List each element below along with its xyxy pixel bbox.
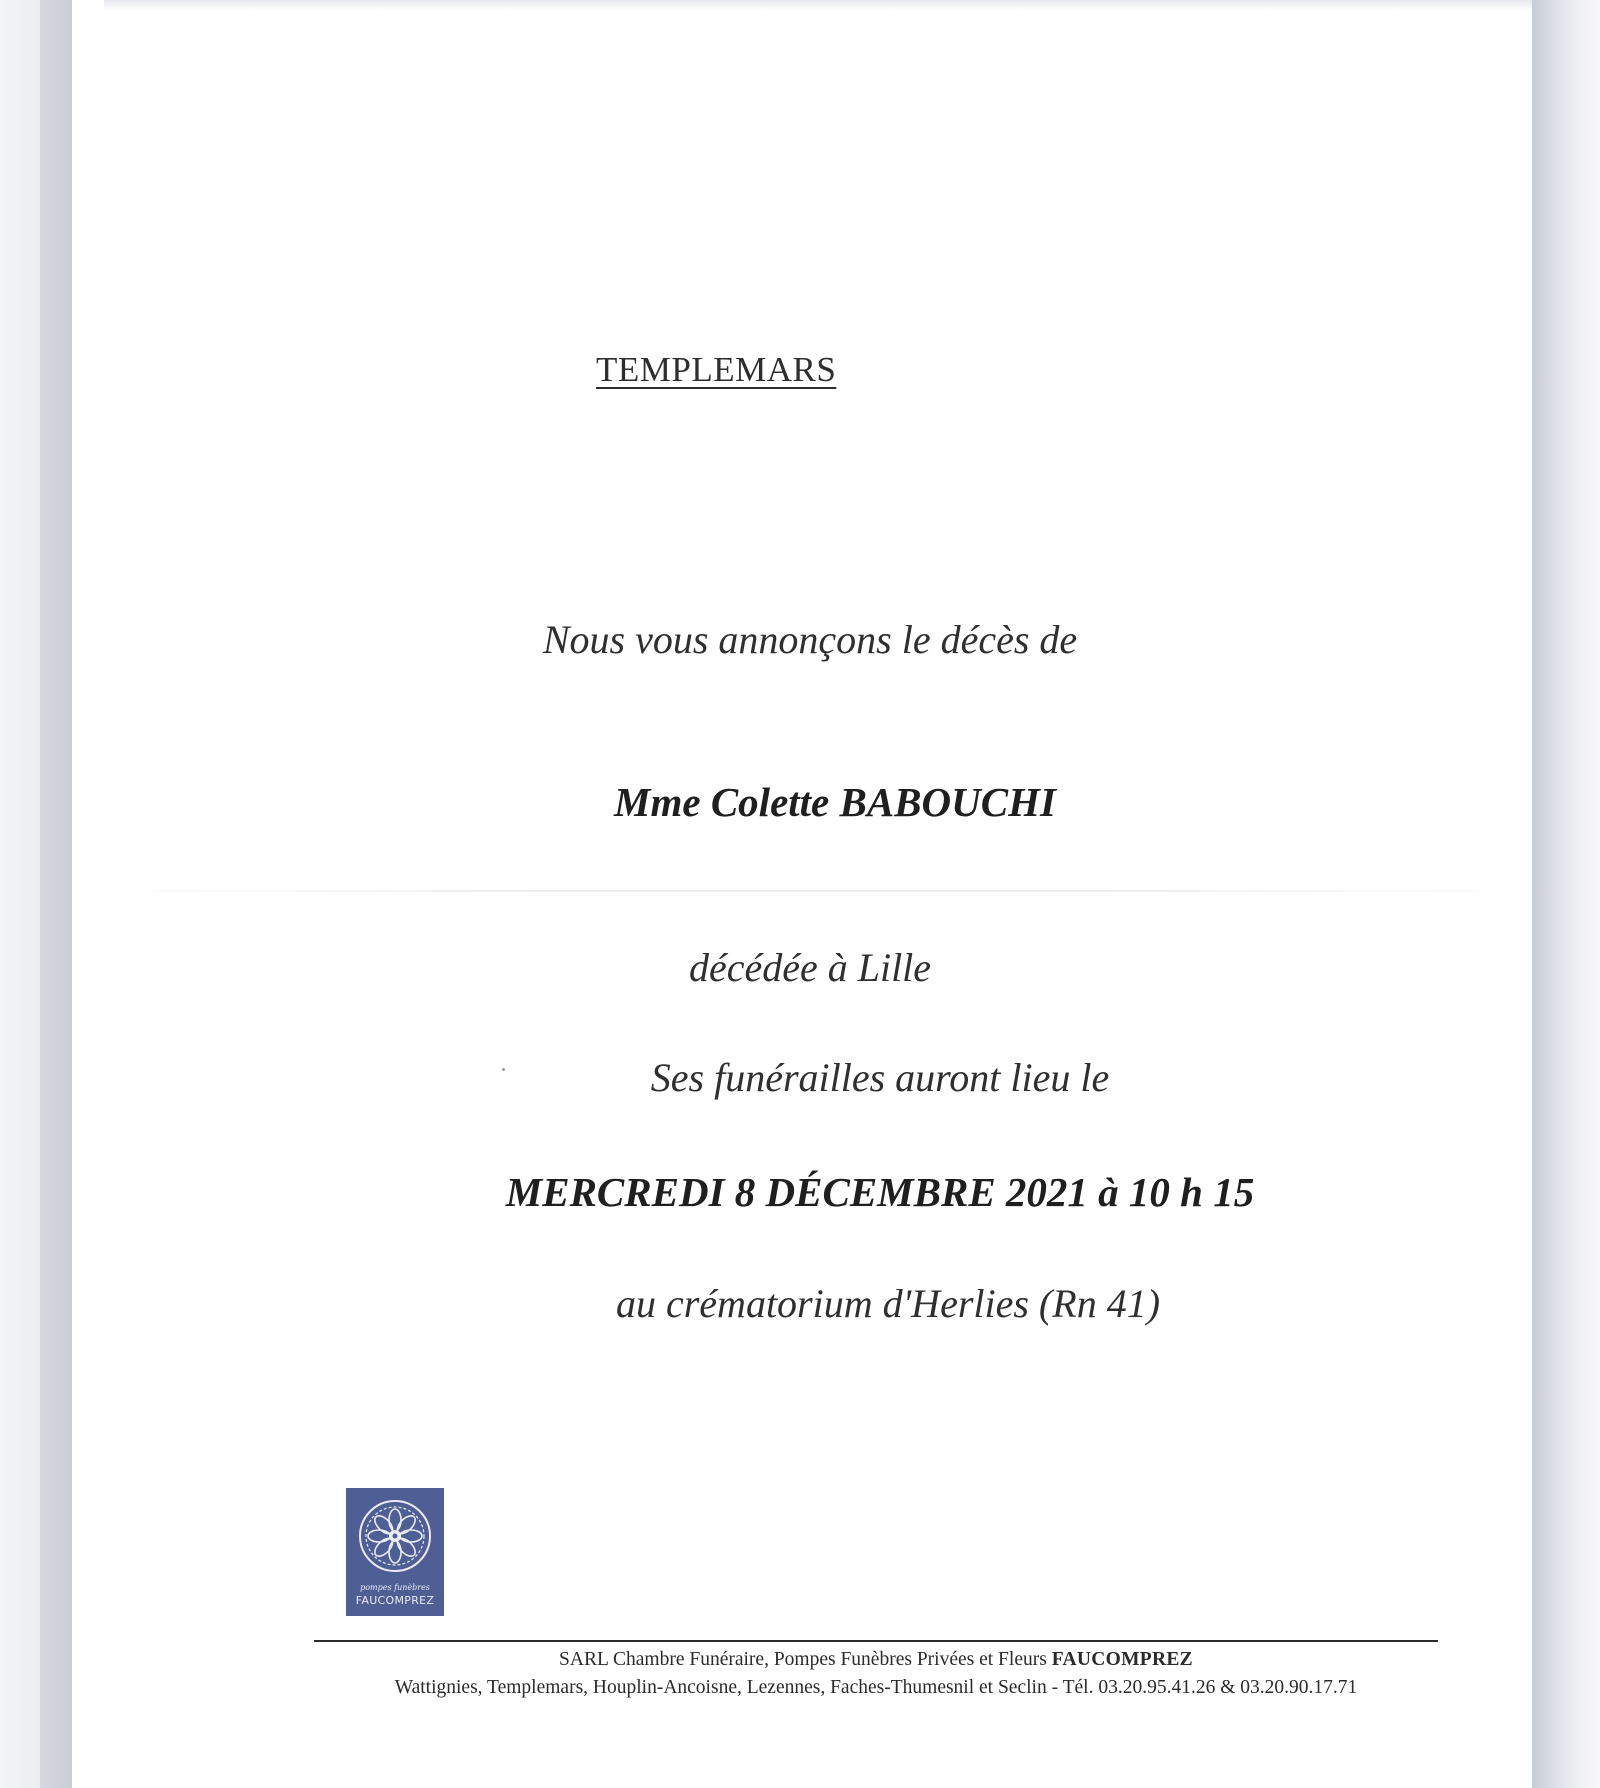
deceased-name: Mme Colette BABOUCHI xyxy=(614,779,1056,825)
death-place: décédée à Lille xyxy=(688,945,932,990)
footer-company-line xyxy=(314,1649,1438,1671)
footer-company-brand: FAUCOMPREZ xyxy=(1051,1649,1193,1670)
scan-border-right xyxy=(1532,0,1600,1788)
logo-name: FAUCOMPREZ xyxy=(355,1594,435,1607)
paper-fold-crease xyxy=(104,890,1532,892)
footer-company-prefix: SARL Chambre Funéraire, Pompes Funèbres Privées et Fleurs xyxy=(559,1649,1047,1670)
flower-rosette-icon xyxy=(355,1496,435,1576)
announcement-intro: Nous vous annonçons le décès de xyxy=(542,617,1078,662)
logo-tagline: pompes funèbres xyxy=(360,1583,430,1592)
funeral-location: au crématorium d'Herlies (Rn 41) xyxy=(615,1281,1161,1326)
scan-border-left xyxy=(0,0,72,1788)
footer-locations-contact: Wattignies, Templemars, Houplin-Ancoisne, Lezennes, Faches-Thumesnil et Seclin - Tél. 03.20.95.41.26 & 03.20.90.17.71 xyxy=(394,1677,1358,1698)
funeral-datetime: MERCREDI 8 DÉCEMBRE 2021 à 10 h 15 xyxy=(505,1169,1255,1215)
funeral-intro: Ses funérailles auront lieu le xyxy=(650,1055,1110,1100)
document-page xyxy=(104,0,1532,1788)
footer-divider xyxy=(314,1640,1438,1642)
town-heading: TEMPLEMARS xyxy=(596,350,837,389)
faucomprez-logo xyxy=(346,1488,444,1616)
